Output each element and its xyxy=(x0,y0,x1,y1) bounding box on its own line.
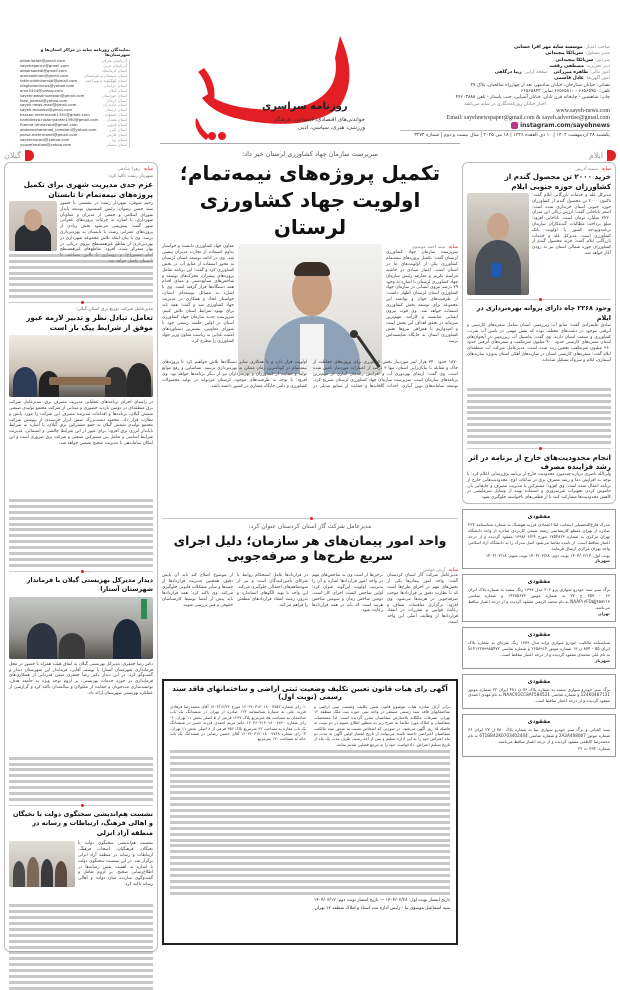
imprint-row: امور آگهی‌ها: عادل قاسمی xyxy=(554,76,610,82)
story-body: دکتر رضا جعفری، مدیرکل بهزیستی گیلان به اتفاق هیئت همراه با حضور در محل فرمانداری شهرستان آستارا با یوسف آقایی، فرماندار این شهرستان دیدار و گفت‌وگو کرد. در این دیدار دکتر رضا جعفری ضمن قدردانی از همکاری‌های فرمانداری در حوزه خدمات بهزیستی، بر لزوم توجه ویژه به جامعه هدف، توانمندسازی مددجویان و حمایت از معلولان و سالمندان تاکید کرد و گزارشی از عملکرد بهزیستی شهرستان ارائه داد. xyxy=(9,661,153,696)
rep-email-link[interactable]: amirsalehian@gmail.com xyxy=(20,72,69,78)
byline: سایه سمیه آذرپور xyxy=(575,166,611,172)
gilan-panel xyxy=(4,162,158,952)
imprint-row: دبیر تحریریه: مصطفی رفعت xyxy=(549,63,610,69)
rep-region: استان همدان xyxy=(106,117,127,123)
lead-kicker: سرپرست سازمان جهاد کشاورزی لرستان خبر داد: xyxy=(242,150,378,158)
notice-signature: سید اسماعیل موسوی نیا - رئیس اداره ثبت اسناد و املاک منطقه ۱۲ تهران xyxy=(314,905,450,911)
story-body: مدیرکل غله و خدمات بازرگانی ایلام گفت: تاکنون ۲۰۰۰ تن محصول گندم از کشاورزان حوزه جنوبی استان خریداری شده است. اصغر باباخانی گفت: ارزش ریالی این میزان ۳۲۲۰ میلیارد تومان است. باباخانی افزود: مبلغ پرداخت مطالبات گندمکاران سازمان برنامه‌وبودجه کشور با اولویت بانک کشاورزی است. مدیرکل غله و خدمات بازرگانی ایلام گفت: خرید محصول گندم از کشاورزان حوزه شمالی استان نیز به زودی آغاز خواهد شد. xyxy=(532,193,611,256)
rep-region: آذربایجان غربی xyxy=(103,62,127,68)
instagram-icon xyxy=(511,122,518,129)
rep-region: استان سمنان xyxy=(105,142,127,148)
section-tag-gilan: گیلان xyxy=(4,148,158,162)
imprint-phone: تلفن: ۶۶۵۶۵۹۵۰ - ۶۶۵۶۵۸۱۰ نمابر: ۶۶۵۶۵۸۴۳ xyxy=(520,89,610,95)
imprint-address: نشانی: خیابان ستارخان، خیابان شادمهر، بعد از چهارراه صالحیان، پلاک ۲۷ xyxy=(470,82,610,88)
story-kicker: مدیرعامل شرکت گاز استان کردستان عنوان کرد: xyxy=(248,523,372,530)
ad-title: مفقودی xyxy=(527,514,551,520)
ad-body: سند کمپانی و برگ سبز خودرو سواری تیبا به شماره پلاک ۷۸۰ ل ۲۷ ایران ۶۶ شماره موتور 2A2A408087 و شماره شاسی 6T1BB42K0703402444 به نام محمدرضا کاظمی مفقود گردیده و از درجه اعتبار ساقط می‌باشد. xyxy=(468,727,611,745)
text-lines xyxy=(9,499,153,567)
email-link[interactable]: Email: sayehnewspaper@gmail.com & sayeh.advertise@gmail.com xyxy=(446,114,610,121)
story-body: معاون جهاد کشاورزی دانست و خواستار تداوم استفاده از تجارب مدیران پیشین شد. وی در ادامه توسعه استان لرستان به محور استفاده از منابع آب در بخش کشاورزی کرد و گفت: این برنامه شامل پروژه‌های پیشران، محرک‌های توسعه و شاخص‌های صنایع‌دستی و مبنای اقدام همه دستگاه‌ها قرار گرفته است. وی با اشاره به مسائل توسعه‌ای استان، خواستار اتحاد و همکاری در مدیریت جهاد کشاورزی شد و گفت: همه باید برای بهبود شرایط استان تلاش کنیم. سرپرست جدید سازمان جهاد کشاورزی استان در اولین جلسه رسمی خود با شورای معاونین، بیشترین دستاوردهای امنیت غذایی به ریاست معاون وزیر جهاد کشاورزی را مطرح کرد. xyxy=(162,244,234,344)
lead-headline[interactable]: تکمیل پروژه‌های نیمه‌تمام؛ اولویت جهاد کشاورزی لرستان xyxy=(179,161,441,239)
story-photo xyxy=(467,193,529,295)
rep-email-link[interactable]: nikgholamnews@yahoo.com xyxy=(20,82,75,88)
divider xyxy=(467,299,611,300)
rep-email-link[interactable]: akbarsaeedi@gmail.com xyxy=(20,67,67,73)
section-flag-icon xyxy=(25,150,34,161)
rep-email-link[interactable]: hassan.mehrmandi1391@gmail.com xyxy=(20,112,90,118)
divider xyxy=(467,448,611,449)
rep-email-link[interactable]: abdolmohammad_lorestani@yahoo.com xyxy=(20,127,97,133)
rep-region: استان یزد xyxy=(111,137,127,143)
right-column xyxy=(462,148,616,757)
story-photo xyxy=(9,841,75,887)
rep-region: استان مازندران xyxy=(102,102,127,108)
rep-email-link[interactable]: fhamid.rahnavard@gmail.com xyxy=(20,122,78,128)
signature-icon: سایه xyxy=(143,166,153,172)
rep-email-link[interactable]: yousefnezhad@yahoo.com xyxy=(20,142,72,148)
story-kicker: شهردار رشت تاکید کرد: xyxy=(107,174,153,179)
ad-dates: نوبت اول: ۱۴۰۴/۰۲/۱۴ نوبت دوم: ۱۴۰۴/۰۲/۲۸ نوبت سوم: ۱۴۰۴/۰۳/۱۸ xyxy=(485,552,610,558)
ad-city: شهریار xyxy=(594,558,610,564)
ad-city: تهران xyxy=(598,610,610,616)
divider xyxy=(9,302,153,303)
classified-ad xyxy=(462,714,616,757)
classified-ad xyxy=(462,509,616,569)
rep-region: استان فارس xyxy=(107,132,127,138)
story-body: سرپرست سازمان جهاد کشاورزی لرستان گفت: تکمیل پروژه‌های نیمه‌تمام کشاورزی یکی از اولویت‌های ما در استان است. اعتبار صیادی در حاشیه مراسم تکریم و معارفه رئیس سازمان جهاد کشاورزی لرستان با اشاره به وجود ۲۹ درصد نیروی انسانی در سازمان جهاد کشاورزی استان لرستان اظهار داشت: از ظرفیت‌های جوان و توانمند این مجموعه برای توسعه بخش کشاورزی استفاده خواهد شد. وی قوت نیروی انسانی شایسته و کارآمد، مهم‌ترین سرمایه در تحقق اهداف این بخش است و امیدواریم با همراهی نیروها بخش کشاورزی استان به جایگاه شایسته‌اش برسد. xyxy=(386,250,458,344)
ad-title: مفقودی xyxy=(527,631,551,638)
story-body: نشست هم‌اندیشی سخنگوی دولت با نخبگان، فرهنگیان، اصحاب فرهنگ، ارتباطات و رسانه در منطقه آزاد انزلی برگزار شد. در این نشست سخنگوی دولت با اشاره به اهمیت نقش رسانه‌ها در اطلاع‌رسانی صحیح، بر لزوم تعامل و گفت‌وگوی سازنده میان دولت و اهالی رسانه تاکید کرد. xyxy=(78,841,153,888)
rep-region: استان کرمانشاه xyxy=(101,67,127,73)
imprint-note: اخبار خیابان روزنامه‌نگاری در سایه می‌باشد xyxy=(464,101,546,107)
story-headline[interactable]: وجود ۲۲۶۸ چاه دارای پروانه بهره‌برداری در ایلام xyxy=(476,304,611,322)
left-column xyxy=(4,148,158,952)
ad-body: مدرک فارغ‌التحصیلی اینجانب لیلا اعتمادی فرزند هوشنگ به شماره شناسنامه ۲۲۳ صادره از تهران مقطع کارشناسی رشته شیمی کاربردی صادره از واحد دانشگاه تهران مرکزی به شماره ۱۷۵۴۸۲۳ مورخ ۱۳۹۸/۰۶/۲۴ مفقود گردیده و از درجه اعتبار ساقط است. از یابنده تقاضا می‌شود اصل مدرک را به دانشگاه آزاد اسلامی واحد تهران مرکزی ارسال فرمایند. xyxy=(468,522,611,551)
ad-city: شهریار xyxy=(594,657,610,663)
signature-icon: سایه xyxy=(448,244,458,250)
legal-notice: آگهی رای هیات قانون تعیین تکلیف وضعیت ثبتی اراضی و ساختمانهای فاقد سند رسمی (نوبت اول) برابر آرای صادره هیات موضوع قانون تعیین تکلیف وضعیت ثبتی اراضی و ساختمانهای فاقد سند رسمی مستقر در واحد ثبتی حوزه ثبت ملک منطقه ۱۲ تهران، تصرفات مالکانه بلامعارض متقاضیان محرز گردیده است. لذا مشخصات متقاضیان و املاک مورد تقاضا به شرح زیر به منظور اطلاع عموم در دو نوبت به فاصله ۱۵ روز آگهی می‌شود. در صورتی که اشخاص نسبت به صدور سند مالکیت متقاضیان اعتراضی داشته باشند می‌توانند از تاریخ انتشار اولین آگهی به مدت دو ماه اعتراض خود را به این اداره تسلیم و پس از اخذ رسید، ظرف مدت یک ماه از تاریخ تسلیم اعتراض، دادخواست خود را به مرجع قضایی تقدیم نمایند. ۱- رای شماره ۱۴۰۳۶۰۳۱۲۰۱۸۰۰۷۷۵۲ مورخ ۱۴۰۳/۱۲/۲۲ آقای محمدرضا فرهادی فرزند علی به شماره شناسنامه ۱۲۳ صادره از تهران در ششدانگ یک باب ساختمان به مساحت ۸۵ مترمربع پلاک ۱۲۴۷ فرعی از ۵ اصلی بخش ۱۱ تهران. ۲- رای شماره ۱۴۰۳۶۰۳۱۲۰۱۸۰۰۷۷۶۰ خانم مریم احمدی فرزند حسن در ششدانگ یک باب مغازه به مساحت ۴۲ مترمربع پلاک ۳۵۶ فرعی از ۸ اصلی بخش ۱۱ تهران. ۳- رای شماره ۱۴۰۳۶۰۳۱۲۰۱۸۰۰۷۷۶۸ آقای حسین رضایی در ششدانگ یک باب خانه به مساحت ۱۲۰ مترمربع. تاریخ انتشار نوبت اول: ۱۴۰۴/۰۲/۲۸ — تاریخ انتشار نوبت دوم: ۱۴۰۴/۰۳/۱۲ سید اسماعیل موسوی نیا - رئیس اداره ثبت اسناد و املاک منطقه ۱۲ تهران xyxy=(162,679,458,945)
notice-dates: تاریخ انتشار نوبت اول: ۱۴۰۴/۰۲/۲۸ — تاریخ انتشار نوبت دوم: ۱۴۰۴/۰۳/۱۲ xyxy=(313,897,450,903)
story-headline[interactable]: دیدار مدیرکل بهزیستی گیلان با فرماندار شهرستان آستارا xyxy=(26,575,153,594)
ad-dates: شماره: ۲۹۴ ت ۲۲ xyxy=(577,745,610,751)
signature-icon: سایه xyxy=(601,166,611,172)
rep-region: استان قزوین xyxy=(106,122,127,128)
imprint-box xyxy=(400,45,610,140)
imprint-row: امور مالی: طاهره میرزائی صفحه آرایی: زیبا درگاهی xyxy=(494,70,610,76)
section-flag-icon xyxy=(607,150,616,161)
representatives-title: نمایندگان روزنامه سایه در مراکز استان‌ها و شهرستان‌ها xyxy=(40,47,130,57)
ad-title: مفقودی xyxy=(527,678,551,685)
rep-email-link[interactable]: sayehmoradi@yahoo.com xyxy=(20,137,70,143)
rep-email-link[interactable]: sayehnewskhuzestan@gmail.com xyxy=(20,92,85,98)
rep-email-link[interactable]: sayeh.news.mazi@gmail.com xyxy=(20,102,77,108)
ad-body: برگ سبز سند خودرو سواری پژو ۲۰۶ مدل ۱۳۹۷ رنگ سفید به شماره پلاک ایران ۶۶ - ۳۵۷ ج ۲۳ به شماره موتور ۱۴۲۸۵۶۷۳ و شماره شاسی NAAP۱۳FD۵JJ۴۵۸۲۱۳ به نام محمد کریمی مفقود گردیده و از درجه اعتبار ساقط می‌باشد. xyxy=(468,587,610,611)
ad-title: مفقودی xyxy=(527,719,551,726)
notice-title: آگهی رای هیات قانون تعیین تکلیف وضعیت ثبتی اراضی و ساختمانهای فاقد سند رسمی (نوبت اول) xyxy=(172,685,448,701)
center-column xyxy=(162,148,458,911)
classified-ad xyxy=(462,674,616,710)
rep-email-link[interactable]: sayeh.mousavi@gmail.com xyxy=(20,107,73,113)
classified-ad xyxy=(462,627,616,669)
rep-email-link[interactable]: farsi_kamali@yahoo.com xyxy=(20,97,68,103)
section-tag-ilam: ایلام xyxy=(462,148,616,162)
rep-region: استان کهگیلویه و بویراحمد xyxy=(85,77,127,83)
rep-email-link[interactable]: sayehagency@gmail.com xyxy=(20,62,69,68)
imprint-row: صاحب امتیاز: موسسه سایه مهر افزا حسانی xyxy=(514,45,610,50)
story-headline[interactable]: عزم جدی مدیریت شهری برای تکمیل پروژه‌های نیمه‌تمام تا تابستان xyxy=(23,180,153,199)
rep-region: استان کرمان xyxy=(106,97,127,103)
imprint-row: مدیر مسئول: سرپائکا پیچیدانی xyxy=(545,51,610,57)
story-body-continued: ۱۸۷۰ حدود ۳۴۰ هزار لیتر موردنیاز بخش کشاورزی برای پروژه‌های حفاظت از خاک و مقابله با بیابان‌زایی استان، تنها ۳ درصد از اعتبارات موردنیاز تامین شده است. وی گفت: ارتقای بهره‌وری آب و افزایش راندمان آبیاری از مهم‌ترین برنامه‌های سازمان است. سرپرست سازمان جهاد کشاورزی لرستان تصریح کرد: توسعه سامانه‌های نوین آبیاری، احداث گلخانه‌ها و حمایت از صنایع تبدیلی در اولویت قرار دارد و با همکاری سایر دستگاه‌ها تلاش خواهیم کرد تا پروژه‌های نیمه‌تمام در کوتاه‌ترین زمان ممکن به بهره‌برداری برسند. شناسایی و رفع موانع تولید و حمایت از کشاورزان و بهره‌برداران نیز از دیگر برنامه‌ها خواهد بود. وی افزود: با توجه به ظرفیت‌های موجود، لرستان می‌تواند در تولید محصولات کشاورزی و دامی جایگاه ممتازی در کشور داشته باشد. xyxy=(162,360,458,389)
imprint-print: چاپ: شاهسین - چاپخانه قرن تابان، خیابان آسیایی، جنب پاستار - تلفن ۴۴۶۰۳۸۸۸ xyxy=(455,95,610,101)
ad-body: شناسنامه مالکیت خودرو سواری پراید مدل ۱۳۸۹ رنگ نقره‌ای به شماره پلاک ایران ۵۵ - ۸۷۴ ن ۱۳ شماره موتور ۲۶۵۸۹۱۴ و شماره شاسی S۱۴۱۲۲۸۹۹۸۵۴۷۲ به نام علی محمدی مفقود گردیده و از درجه اعتبار ساقط است. xyxy=(468,639,610,657)
story-headline[interactable]: انجام محدودیت‌های خارج از برنامه در اثر رشد فزاینده مصرف xyxy=(468,452,611,472)
story-photo xyxy=(9,597,153,659)
rep-region: آذربایجان شرقی xyxy=(101,57,127,63)
divider xyxy=(160,143,460,144)
rep-region: استان خراسان xyxy=(103,82,127,88)
byline: سایه زهرا صادقی xyxy=(117,166,153,172)
story-headline[interactable]: نشست هم‌اندیشی سخنگوی دولت با نخبگان و اهالی فرهنگ، ارتباطات و رسانه در منطقه آزاد انزلی xyxy=(12,809,153,837)
representatives-list xyxy=(20,48,130,148)
masthead xyxy=(0,0,620,148)
paper-type: روزنامه سراسری xyxy=(262,101,348,112)
story-photo xyxy=(9,335,153,397)
text-lines xyxy=(467,388,611,444)
text-lines xyxy=(9,254,153,298)
text-lines xyxy=(9,757,153,801)
ad-title: مفقودی xyxy=(527,579,551,586)
rep-region: استان اصفهان xyxy=(104,112,127,118)
byline: سایه سید احمد موسوی xyxy=(411,244,458,250)
story-body: صادق علیمرادی گفت: منابع آب زیرزمینی استان شامل سفره‌های کارستی و آبرفتی موجود در دشت‌های مختلف بوده که نقش مهمی در تامین آب شرب، کشاورزی و صنعت استان دارند. وی گفت: پتانسیل آب زیرزمینی در آبخوان‌های استان سفره‌های کارستی حدود ۹۰۰ میلیون مترمکعب و سفره‌های آبرفتی حدود ۲۶۰ میلیون مترمکعب تخمین زده شده است. مدیرعامل شرکت آب منطقه‌ای ایلام گفت: سفره‌های کارستی استان در سازندهای آهکی استان به‌ویژه سازندهای آسماری، ایلام و سروک تشکیل شده‌اند. xyxy=(467,323,611,363)
byline: سایه آرش موسی xyxy=(422,567,458,573)
ilam-panel xyxy=(462,162,616,504)
dateline: یکشنبه ۲۸ اردیبهشت ۱۴۰۴ | ۱۰ ذی القعده ۱۴۴۶ | ۱۸ می ۲۰۲۵ | سال بیست و دوم | شماره ۳۲۷۴ xyxy=(400,130,610,139)
rep-region: استان خوزستان xyxy=(102,92,127,98)
divider xyxy=(162,518,458,519)
story-body: ولی‌الله ناصری درباره چندمورد محدودیت خارج از برنامه برق‌رسانی اعلام کرد: با توجه به افزایش دما و رشد مصرف برق در ساعات اوج، محدودیت‌هایی خارج از برنامه اعمال شده است. وی افزود: مشترکین با مدیریت مصرف و جابجایی بار، خاموش کردن تجهیزات غیرضروری و استفاده بهینه از وسایل سرمایشی در کاهش محدودیت‌ها مشارکت کنند تا از قطعی‌های ناخواسته جلوگیری شود. xyxy=(467,471,611,501)
text-lines xyxy=(170,750,450,894)
rep-email-link[interactable]: fakhruddinhamidi@gmail.com xyxy=(20,77,78,83)
lead-photo xyxy=(238,244,382,374)
divider xyxy=(9,805,153,806)
signature-icon: سایه xyxy=(448,567,458,573)
rep-region: استان البرز xyxy=(109,127,127,133)
imprint-row: سردبیر: سرپائکا پیچیدانی xyxy=(555,57,610,63)
rep-region: استان سیستان و بلوچستان xyxy=(84,72,127,78)
story-kicker: مدیرعامل شرکت توزیع برق استان گیلان: xyxy=(75,307,153,313)
rep-region: استان لرستان xyxy=(104,107,127,113)
paper-description: خواندنی‌های اقتصادی، اجتماعی، فرهنگی ورزشی، هنری، سیاسی، ادبی xyxy=(272,117,365,131)
story-headline[interactable]: تعامل، تبادل نظر و تدبیر لازمه عبور موفق از شرایط پیک بار است xyxy=(26,313,153,332)
rep-email-link[interactable]: amir2424@yahoo.com xyxy=(20,87,63,93)
divider xyxy=(9,571,153,572)
instagram-link[interactable]: instagram.com/sayehnews xyxy=(400,122,610,129)
story-headline[interactable]: خرید ۲۰۰۰ تن محصول گندم از کشاورزان حوزه جنوبی ایلام xyxy=(504,172,611,191)
rep-email-link[interactable]: parsa.mehrmandi@gmail.com xyxy=(20,132,78,138)
text-lines xyxy=(9,904,153,989)
website-link[interactable]: www.sayeh-news.com xyxy=(556,107,610,114)
story-body: در راستای اجرای برنامه‌های عملیاتی مدیریت مصرف برق، مدیرعامل شرکت برق منطقه‌ای در دومین بازدید حضوری و میدانی از شرکت مجتمع تولیدی صنعتی شمش گیلان، برنامه‌ها و اقدامات مدیریت مصرف این شرکت را مورد پایش و نظارت قرار داد. محمود دشت‌بزرگ ضمن ابراز خرسندی از پیوستن شرکت مجتمع تولیدی شمش گیلان به جمع مشترکین برق گیلان، با اشاره به شرایط ناپایدار انرژی برق افزود: برای عبور از این شرایط چالشی و استثنائی، مدیریت شرایط اساسی و تعامل بین مشترکین صنعتی و شرکت برق ضروری است و این امکان ساماندهی با مدیریت صحیح تضمین خواهد شد. xyxy=(9,400,153,446)
ad-body: برگ سبز خودرو سواری سمند به شماره پلاک ۷۶ ن ۴۸۱ ایران ۲۲ شماره موتور 124K0487131 و شماره شاسی NAAC91CC8AF584521 به نام مهدی احمدی مفقود گردیده و از درجه اعتبار ساقط است. xyxy=(468,686,610,704)
story-body: رحیم شوقی، شهردار رشت در نشستی با حضور سید حسن رضوان، رئیس کمیسیون توسعه پایدار شورای اسلامی و جمعی از مدیران و معاونان شهرداری، با اشاره به جزئیات پروژه‌های عمرانی شهر گفت: پیش‌بینی می‌شود بخش زیادی از پروژه‌های عمرانی رشت تا تابستان به بهره‌برداری برسد. وی با بیان اینکه تلاش مجموعه شهرداری در بهره‌برداری از تقاطع غیرهمسطح نیروی دریایی در بهار متمرکز شده، افزود: تقاطع‌های غیرهمسطح xyxy=(60,201,153,253)
rep-region: استان گیلان xyxy=(108,87,127,93)
rep-email-link[interactable]: hamidreza.nazariyanfar1390@gmail.com xyxy=(20,117,99,123)
story-headline[interactable]: واحد امور پیمان‌های هر سازمان؛ دلیل اجرای سریع طرح‌ها و صرفه‌جویی xyxy=(173,533,447,563)
classified-ad xyxy=(462,574,616,622)
story-columns: مدیرعامل شرکت گاز استان کردستان گفت: واحد امور پیمان‌ها یکی از بخش‌های مهم در اجرای طرح‌ها است که با نظارت دقیق بر قراردادها موجب صرفه‌جویی در هزینه‌ها می‌شود. وی افزود: برگزاری مناقصات شفاف و رعایت قوانین و مقررات در انعقاد قراردادها از وظایف اصلی این واحد است. برخی‌ها از است وی به شاخص‌های مهم در واحد امور قراردادها اشاره و آن را به‌ترتیب اولویت این‌گونه عنوان کرد: اولین شاخص کیفیت اجرای کار است، دومین شاخص زمان و سومین شاخص هزینه است که باید در همه قراردادها رعایت شود. در قراردادها عامل استحکام روابط با شرکای تأمین‌کنندگان است و نیز از سوءتفاهم‌های احتمالی جلوگیری می‌کند. این واحد با تهیه الگوهای استاندارد و به‌روز، زمینه انعقاد قراردادهای مطمئن را فراهم می‌کند. از موضوع اصلاح کند باید آن پایش دقیق، همچنین مدیریت قراردادها از جنبه‌ها و سایر مشکلات قانونی جلوگیری می‌کند. وی تاکید کرد: همه قراردادها باید پیش از امضا توسط کارشناسان حقوقی و فنی بررسی شوند. xyxy=(162,573,458,626)
story-photo xyxy=(9,201,57,251)
rep-email-link[interactable]: akbarlotfali@gmail.com xyxy=(20,57,66,63)
